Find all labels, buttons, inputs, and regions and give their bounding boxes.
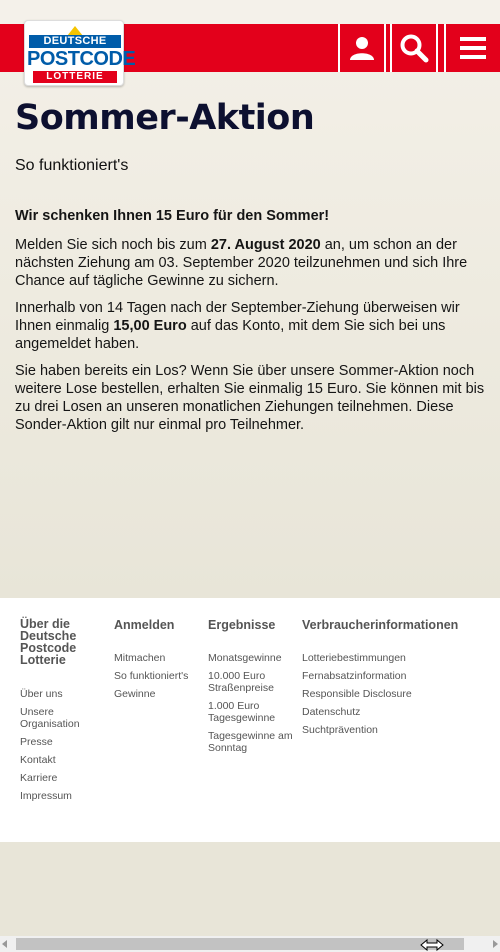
page-title: Sommer-Aktion xyxy=(15,98,315,138)
footer-link[interactable]: Suchtprävention xyxy=(302,724,378,736)
resize-cursor-icon xyxy=(420,938,444,952)
user-icon xyxy=(349,35,375,61)
footer-link[interactable]: Fernabsatzinformation xyxy=(302,670,407,682)
footer-link[interactable]: Tagesgewinne am Sonntag xyxy=(208,730,293,754)
footer-heading: Anmelden xyxy=(114,618,175,632)
page-bottom xyxy=(0,842,500,936)
footer-link[interactable]: Lotteriebestimmungen xyxy=(302,652,406,664)
footer-heading: Über die Deutsche Postcode Lotterie xyxy=(20,617,77,667)
paragraph-1: Melden Sie sich noch bis zum 27. August 2020 an, um schon an der nächsten Ziehung am 03. September 2020 teilzunehmen und sich Ihre Chance auf tägliche Gewinne zu sichern. xyxy=(15,237,468,289)
menu-button[interactable] xyxy=(444,24,500,72)
logo-line-1: DEUTSCHE xyxy=(29,35,121,48)
scroll-right-icon[interactable] xyxy=(493,940,498,948)
scrollbar-thumb[interactable] xyxy=(16,938,464,950)
footer-link[interactable]: Kontakt xyxy=(20,754,56,766)
footer-link[interactable]: So funktioniert's xyxy=(114,670,189,682)
footer-link[interactable]: Gewinne xyxy=(114,688,156,700)
menu-icon xyxy=(460,32,486,64)
footer-link[interactable]: Unsere Organisation xyxy=(20,706,80,730)
footer-column-register xyxy=(114,618,204,706)
footer-heading: Verbraucherinformationen xyxy=(302,618,459,632)
footer-link[interactable]: Mitmachen xyxy=(114,652,166,664)
account-button[interactable] xyxy=(338,24,386,72)
footer-link[interactable]: Über uns xyxy=(20,688,63,700)
footer-column-about xyxy=(20,618,100,808)
footer-link[interactable]: Impressum xyxy=(20,790,72,802)
footer-column-results xyxy=(208,618,296,760)
paragraph-2: Innerhalb von 14 Tagen nach der September-Ziehung überweisen wir Ihnen einmalig 15,00 Euro auf das Konto, mit dem Sie sich bei uns angemeldet haben. xyxy=(15,300,460,352)
footer-link[interactable]: 10.000 Euro Straßenpreise xyxy=(208,670,274,694)
footer-link[interactable]: Presse xyxy=(20,736,53,748)
footer-link[interactable]: Monatsgewinne xyxy=(208,652,282,664)
search-icon xyxy=(399,33,429,63)
footer-link[interactable]: Karriere xyxy=(20,772,58,784)
footer xyxy=(0,598,500,842)
footer-column-consumer-info xyxy=(302,618,492,742)
logo-line-2: POSTCODE xyxy=(27,48,136,70)
footer-link[interactable]: Datenschutz xyxy=(302,706,361,718)
footer-link[interactable]: 1.000 Euro Tagesgewinne xyxy=(208,700,276,724)
lead-text: Wir schenken Ihnen 15 Euro für den Sommer! xyxy=(15,208,330,224)
scroll-left-icon[interactable] xyxy=(2,940,7,948)
footer-heading: Ergebnisse xyxy=(208,618,276,632)
search-button[interactable] xyxy=(390,24,438,72)
footer-link[interactable]: Responsible Disclosure xyxy=(302,688,412,700)
page-subtitle: So funktioniert's xyxy=(15,157,129,174)
paragraph-3: Sie haben bereits ein Los? Wenn Sie über unsere Sommer-Aktion noch weitere Lose bestellen, erhalten Sie einmalig 15 Euro. Sie können mit bis zu drei Losen an unseren monatlichen Ziehungen teilnehmen. Diese Sonder-Aktion gilt nur einmal pro Teilnehmer. xyxy=(15,363,485,433)
site-logo[interactable] xyxy=(24,20,136,86)
main-content xyxy=(15,207,485,443)
logo-line-3: LOTTERIE xyxy=(33,71,117,83)
